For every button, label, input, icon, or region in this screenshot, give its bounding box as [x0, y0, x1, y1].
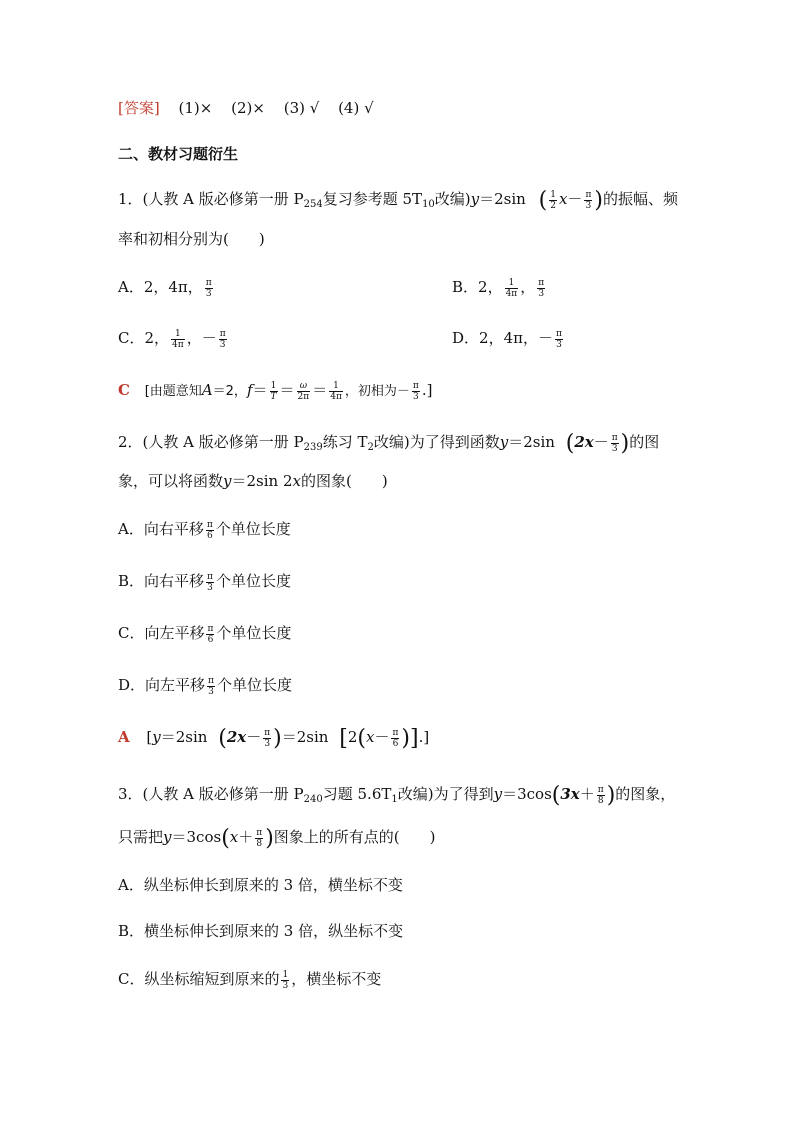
question-3-line-1: 3．(人教 A 版必修第一册 $P_{240}$习题 $5.6T_1$改编)为了得到y＝3cos(3x＋ $\frac{\pi}{8}$ )的图象，	[118, 783, 676, 808]
q1-option-c-text: C．2，	[118, 329, 170, 347]
answer-item-4: (4) √	[338, 99, 374, 117]
q1-sol-frac-2: $\frac{\omega}{2\pi}$	[297, 380, 310, 402]
q2-option-b[interactable]	[118, 570, 291, 593]
q1-sol-eq3: ＝	[279, 381, 295, 399]
q2-sol-2x: 2x	[226, 728, 247, 746]
q3-line2-plus: ＋	[238, 828, 254, 846]
q1-sol-eq4: ＝	[312, 381, 328, 399]
q1-number: 1．	[118, 190, 143, 208]
q2-line2-eq: ＝2sin 2	[231, 472, 293, 490]
q1-answer-key: C	[118, 381, 130, 399]
q1-option-b-text: B．2，	[452, 278, 503, 296]
q2-sol-frac-2: $\frac{\pi}{6}$	[392, 727, 399, 749]
q2-option-b-frac: $\frac{\pi}{3}$	[207, 571, 213, 593]
q1-option-c-sep: ，－	[186, 329, 217, 347]
q2-option-b-post: 个单位长度	[215, 572, 291, 590]
q2-sol-end: .]	[418, 728, 430, 746]
q2-source-sub: 2	[367, 442, 374, 453]
q3-line2-pre: 只需把	[118, 828, 164, 846]
q3-source-mid: 习题 5.6T	[322, 785, 392, 803]
q3-source-prefix: (人教 A 版必修第一册 P	[142, 785, 304, 803]
q2-sol-minus: －	[246, 728, 262, 746]
q1-option-b[interactable]	[452, 276, 547, 299]
q3-option-c-pre: C．纵坐标缩短到原来的	[118, 970, 280, 988]
q2-sol-frac-1: $\frac{\pi}{3}$	[264, 727, 271, 749]
q1-sol-end: .]	[421, 381, 433, 399]
q1-option-a-text: A．2，4π，	[118, 278, 203, 296]
q3-inner: 3x	[560, 785, 580, 803]
q1-option-a[interactable]	[118, 276, 215, 299]
q2-option-c[interactable]	[118, 622, 291, 645]
q3-y: y	[493, 785, 503, 803]
q2-number: 2．	[118, 433, 143, 451]
q3-number: 3．	[118, 785, 143, 803]
q1-option-c-frac-2: $\frac{\pi}{3}$	[219, 328, 226, 350]
q3-option-b[interactable]: B．横坐标伸长到原来的 3 倍，纵坐标不变	[118, 922, 404, 940]
q1-minus: －	[567, 190, 583, 208]
q1-sol-eq: ＝2，	[212, 384, 247, 399]
q1-sol-mid: ，初相为－	[344, 384, 410, 399]
q2-sol-y: y	[152, 728, 161, 746]
q1-option-d-text: D．2，4π，－	[452, 329, 553, 347]
q3-option-c-frac: $\frac{1}{3}$	[282, 969, 289, 991]
q2-option-a[interactable]	[118, 518, 291, 541]
answer-item-3: (3) √	[283, 99, 320, 117]
q1-solution	[118, 379, 432, 403]
answer-label: [答案]	[118, 99, 160, 117]
q2-option-b-pre: B．向右平移	[118, 572, 205, 590]
q2-frac: $\frac{\pi}{3}$	[611, 432, 618, 454]
q2-sol-open: [	[146, 728, 153, 746]
question-1-line-1: 1．(人教 A 版必修第一册 $P_{254}$复习参考题 $5T_{10}$改编)y＝2sin ( $\frac{1}{2}$ x－ $\frac{\pi}{3}$ )的振幅、频	[118, 188, 678, 213]
q2-option-c-post: 个单位长度	[216, 624, 292, 642]
answer-line	[118, 97, 374, 119]
q3-source-page: 240	[303, 794, 323, 805]
q1-source-mid: 复习参考题 5T	[322, 190, 423, 208]
q2-option-d-frac: $\frac{\pi}{3}$	[208, 675, 214, 697]
q1-option-a-frac: $\frac{\pi}{3}$	[205, 277, 212, 299]
q3-option-a[interactable]: A．纵坐标伸长到原来的 3 倍，横坐标不变	[118, 876, 403, 894]
section-title: 二、教材习题衍生	[118, 145, 239, 163]
q1-frac-b: $\frac{\pi}{3}$	[585, 189, 592, 211]
q1-source-prefix: (人教 A 版必修第一册 P	[142, 190, 304, 208]
q3-option-c[interactable]	[118, 968, 381, 991]
q2-option-d[interactable]	[118, 674, 292, 697]
q2-line2-y: y	[223, 472, 232, 490]
q3-frac: $\frac{\pi}{8}$	[597, 784, 604, 806]
question-2-line-2	[118, 470, 388, 492]
q2-source-suffix: 改编)为了得到函数	[373, 433, 500, 451]
q2-sol-x: x	[365, 728, 375, 746]
q1-option-d-frac: $\frac{\pi}{3}$	[555, 328, 562, 350]
answer-item-1: (1)×	[178, 99, 213, 117]
q2-answer-key: A	[118, 728, 130, 746]
answer-item-2: (2)×	[231, 99, 265, 117]
q3-line2-frac: $\frac{\pi}{8}$	[256, 827, 263, 849]
q2-y: y	[499, 433, 509, 451]
q2-source-prefix: (人教 A 版必修第一册 P	[142, 433, 304, 451]
q2-inner: 2x	[574, 433, 594, 451]
q2-source-page: 239	[303, 442, 323, 453]
q2-option-a-frac: $\frac{\pi}{6}$	[206, 519, 213, 541]
q1-func-y: y	[470, 190, 480, 208]
q1-sol-eq2: ＝	[252, 381, 268, 399]
q2-line2-x: x	[292, 472, 301, 490]
q1-option-c-frac-1: $\frac{1}{4\pi}$	[172, 328, 184, 350]
q2-minus: －	[593, 433, 609, 451]
q1-sol-frac-4: $\frac{\pi}{3}$	[412, 380, 419, 402]
q1-source-suffix: 改编)	[434, 190, 471, 208]
q3-line2-x: x	[229, 828, 239, 846]
q3-option-c-post: ，横坐标不变	[291, 970, 382, 988]
q1-option-b-frac-1: $\frac{1}{4\pi}$	[505, 277, 518, 299]
q2-sol-eq2: ＝2sin	[281, 728, 329, 746]
q3-line2-tail: 图象上的所有点的( )	[273, 828, 436, 846]
q1-option-b-sep: ，	[520, 278, 536, 296]
q1-source-page: 254	[303, 199, 323, 210]
q1-sol-a: A	[201, 381, 213, 399]
question-2-line-1: 2．(人教 A 版必修第一册 $P_{239}$练习 $T_2$改编)为了得到函数y＝2sin (2x－ $\frac{\pi}{3}$ )的图	[118, 431, 660, 456]
q3-line2-y: y	[163, 828, 172, 846]
question-3-line-2: 只需把y＝3cos(x＋ $\frac{\pi}{8}$ )图象上的所有点的( )	[118, 826, 436, 851]
q2-sol-minus2: －	[374, 728, 390, 746]
q2-line2-tail: 的图象( )	[300, 472, 388, 490]
q2-option-d-post: 个单位长度	[216, 676, 292, 694]
q2-line2-pre: 象，可以将函数	[118, 472, 224, 490]
q1-func-x: x	[558, 190, 568, 208]
q1-frac-a: $\frac{1}{2}$	[550, 189, 556, 211]
q1-source-sub: 10	[422, 199, 435, 210]
q1-sol-frac-1: $\frac{1}{T}$	[270, 380, 277, 402]
q2-solution: A [y＝2sin (2x－ $\frac{\pi}{3}$ )＝2sin [2(x－ $\frac{\pi}{6}$ )].]	[118, 726, 430, 751]
q1-sol-f: f	[246, 381, 253, 399]
q1-option-d[interactable]	[452, 327, 565, 350]
q3-source-suffix: 改编)为了得到	[397, 785, 494, 803]
q1-sol-frac-3: $\frac{1}{4\pi}$	[330, 380, 342, 402]
q1-option-c[interactable]	[118, 327, 229, 350]
q3-eq: ＝3cos	[502, 785, 552, 803]
q1-func-eq: ＝2sin	[479, 190, 526, 208]
q3-tail: 的图象，	[615, 785, 676, 803]
q2-sol-eq: ＝2sin	[160, 728, 208, 746]
q2-sol-2: 2	[347, 728, 358, 746]
q2-option-d-pre: D．向左平移	[118, 676, 206, 694]
question-1-line-2: 率和初相分别为( )	[118, 230, 265, 248]
q2-source-mid: 练习 T	[322, 433, 368, 451]
q3-plus: ＋	[579, 785, 595, 803]
q2-option-a-post: 个单位长度	[215, 520, 291, 538]
q1-sol-pre: [由题意知	[144, 384, 202, 399]
q1-option-b-frac-2: $\frac{\pi}{3}$	[538, 277, 545, 299]
q2-option-c-pre: C．向左平移	[118, 624, 205, 642]
q2-eq: ＝2sin	[508, 433, 555, 451]
q3-source-sub: 1	[391, 794, 398, 805]
q2-option-a-pre: A．向右平移	[118, 520, 204, 538]
q1-tail: 的振幅、频	[602, 190, 678, 208]
q3-line2-eq: ＝3cos	[171, 828, 222, 846]
q2-tail: 的图	[629, 433, 660, 451]
q2-option-c-frac: $\frac{\pi}{6}$	[207, 623, 214, 645]
